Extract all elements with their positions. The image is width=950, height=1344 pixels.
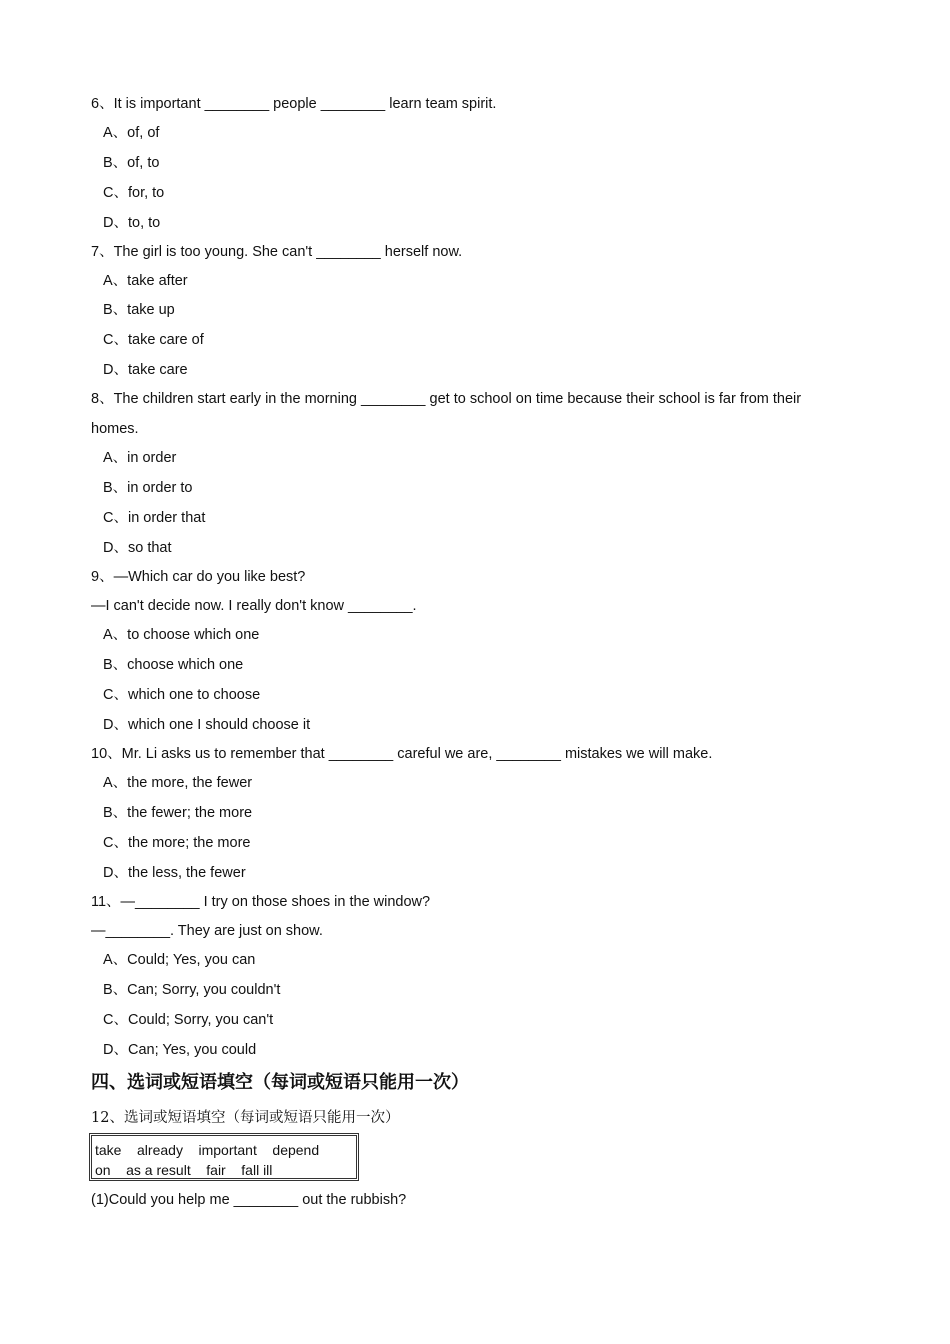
- question-8-stem: 8、The children start early in the morning ________ get to school on time because their school is far from their: [91, 391, 802, 407]
- question-12-item-1: (1)Could you help me ________ out the rubbish?: [91, 1192, 407, 1208]
- question-7-option-a: A、take after: [103, 273, 188, 289]
- question-8-option-b: B、in order to: [103, 480, 193, 496]
- question-8-option-d: D、so that: [103, 540, 172, 556]
- question-6-option-d: D、to, to: [103, 215, 161, 231]
- question-9-option-c: C、which one to choose: [103, 687, 261, 703]
- question-9-option-d: D、which one I should choose it: [103, 717, 311, 733]
- question-9-stem: 9、—Which car do you like best?: [91, 569, 306, 585]
- question-6-stem: 6、It is important ________ people ________ learn team spirit.: [91, 96, 497, 112]
- question-8-stem-continued: homes.: [91, 421, 139, 437]
- question-8-option-a: A、in order: [103, 450, 177, 466]
- section-heading: 四、选词或短语填空（每词或短语只能用一次）: [91, 1072, 469, 1093]
- question-11-option-c: C、Could; Sorry, you can't: [103, 1012, 274, 1028]
- question-10-option-c: C、the more; the more: [103, 835, 251, 851]
- word-bank-line-2: on as a result fair fall ill: [95, 1162, 273, 1178]
- question-6-option-c: C、for, to: [103, 185, 165, 201]
- question-11-option-b: B、Can; Sorry, you couldn't: [103, 982, 281, 998]
- question-10-option-b: B、the fewer; the more: [103, 805, 253, 821]
- question-6-option-b: B、of, to: [103, 155, 160, 171]
- question-10-stem: 10、Mr. Li asks us to remember that ________ careful we are, ________ mistakes we will make.: [91, 746, 713, 762]
- question-7-stem: 7、The girl is too young. She can't ________ herself now.: [91, 244, 463, 260]
- question-9-stem-continued: —I can't decide now. I really don't know ________.: [91, 598, 417, 614]
- question-12-title: 12、选词或短语填空（每词或短语只能用一次）: [91, 1110, 400, 1126]
- question-7-option-b: B、take up: [103, 302, 175, 318]
- question-9-option-a: A、to choose which one: [103, 627, 260, 643]
- question-11-option-d: D、Can; Yes, you could: [103, 1042, 257, 1058]
- word-bank-line-1: take already important depend: [95, 1142, 320, 1158]
- question-9-option-b: B、choose which one: [103, 657, 244, 673]
- question-7-option-c: C、take care of: [103, 332, 204, 348]
- question-11-stem-continued: —________. They are just on show.: [91, 923, 323, 939]
- word-bank-box: [89, 1133, 359, 1181]
- question-6-option-a: A、of, of: [103, 125, 160, 141]
- question-10-option-a: A、the more, the fewer: [103, 775, 253, 791]
- question-8-option-c: C、in order that: [103, 510, 206, 526]
- question-11-stem: 11、—________ I try on those shoes in the window?: [91, 894, 431, 910]
- question-11-option-a: A、Could; Yes, you can: [103, 952, 256, 968]
- question-7-option-d: D、take care: [103, 362, 188, 378]
- question-10-option-d: D、the less, the fewer: [103, 865, 246, 881]
